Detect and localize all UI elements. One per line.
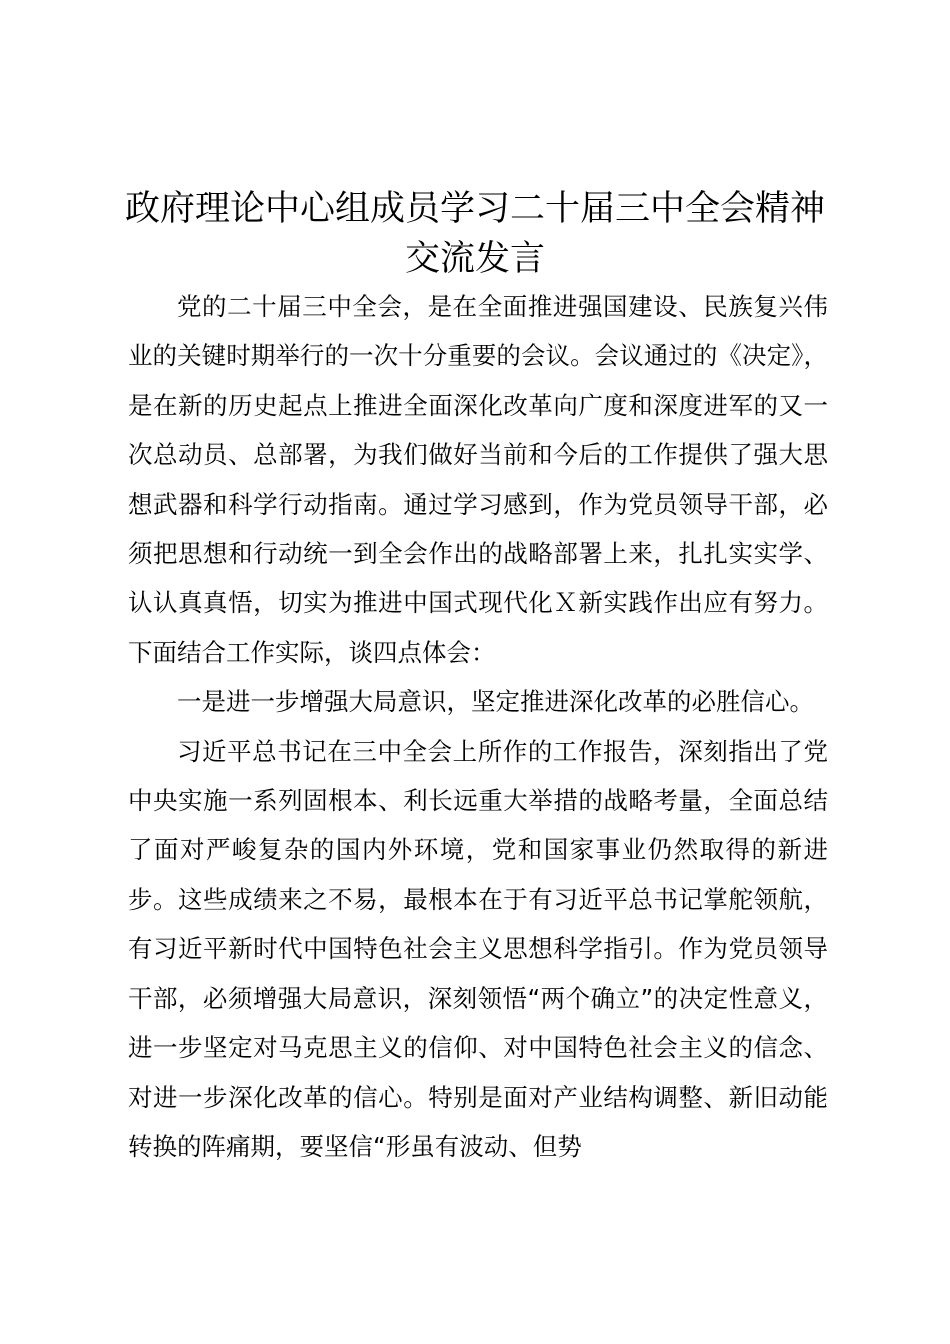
document-body [128,282,828,1171]
paragraph-intro: 党的二十届三中全会，是在全面推进强国建设、民族复兴伟业的关键时期举行的一次十分重要的会议。会议通过的《决定》，是在新的历史起点上推进全面深化改革向广度和深度进军的又一次总动员、总部署，为我们做好当前和今后的工作提供了强大思想武器和科学行动指南。通过学习感到，作为党员领导干部，必须把思想和行动统一到全会作出的战略部署上来，扎扎实实学、认认真真悟，切实为推进中国式现代化Ｘ新实践作出应有努力。下面结合工作实际，谈四点体会： [128,292,828,667]
document-title-line-2: 交流发言 [404,239,545,279]
paragraph-section-one: 习近平总书记在三中全会上所作的工作报告，深刻指出了党中央实施一系列固根本、利长远重大举措的战略考量，全面总结了面对严峻复杂的国内外环境，党和国家事业仍然取得的新进步。这些成绩来之不易，最根本在于有习近平总书记掌舵领航，有习近平新时代中国特色社会主义思想科学指引。作为党员领导干部，必须增强大局意识，深刻领悟“两个确立”的决定性意义，进一步坚定对马克思主义的信仰、对中国特色社会主义的信念、对进一步深化改革的信心。特别是面对产业结构调整、新旧动能转换的阵痛期，要坚信“形虽有波动、但势 [128,736,828,1161]
document-title-line-1: 政府理论中心组成员学习二十届三中全会精神 [124,189,825,229]
paragraph-heading-one: 一是进一步增强大局意识，坚定推进深化改革的必胜信心。 [177,687,814,717]
